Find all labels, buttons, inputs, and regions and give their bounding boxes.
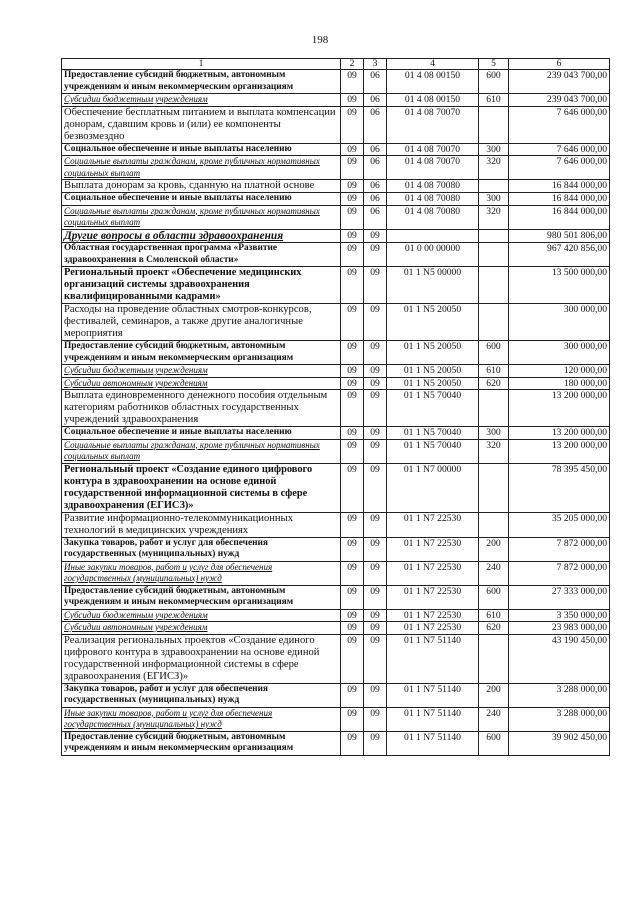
row-name-cell: Региональный проект «Обеспечение медицинских организаций системы здравоохранения квалифицированными кадрами» bbox=[62, 267, 341, 304]
subsection-code-cell: 09 bbox=[364, 390, 387, 427]
subsection-code-cell: 06 bbox=[364, 94, 387, 107]
subsection-code-cell: 06 bbox=[364, 106, 387, 143]
section-code-cell: 09 bbox=[341, 180, 364, 193]
expense-type-cell: 300 bbox=[479, 427, 509, 440]
page-number: 198 bbox=[311, 34, 329, 46]
section-code-cell: 09 bbox=[341, 537, 364, 561]
column-header: 6 bbox=[509, 59, 610, 70]
amount-cell: 23 983 000,00 bbox=[509, 622, 610, 635]
expense-type-cell bbox=[479, 106, 509, 143]
table-row bbox=[62, 365, 610, 378]
section-code-cell: 09 bbox=[341, 707, 364, 731]
subsection-code-cell: 09 bbox=[364, 341, 387, 365]
expense-type-cell: 320 bbox=[479, 205, 509, 229]
target-article-cell: 01 4 08 70070 bbox=[387, 143, 479, 156]
section-code-cell: 09 bbox=[341, 622, 364, 635]
expense-type-cell: 320 bbox=[479, 156, 509, 180]
target-article-cell bbox=[387, 229, 479, 243]
expense-type-cell: 240 bbox=[479, 561, 509, 585]
subsection-code-cell: 09 bbox=[364, 609, 387, 622]
section-code-cell: 09 bbox=[341, 439, 364, 463]
table-row bbox=[62, 229, 610, 243]
amount-cell: 13 500 000,00 bbox=[509, 267, 610, 304]
column-header: 4 bbox=[387, 59, 479, 70]
target-article-cell: 01 1 N5 70040 bbox=[387, 390, 479, 427]
target-article-cell: 01 1 N5 20050 bbox=[387, 377, 479, 390]
subsection-code-cell: 09 bbox=[364, 427, 387, 440]
amount-cell: 7 872 000,00 bbox=[509, 537, 610, 561]
table-row bbox=[62, 94, 610, 107]
row-name-cell: Субсидии бюджетным учреждениям bbox=[62, 94, 341, 107]
subsection-code-cell: 09 bbox=[364, 304, 387, 341]
subsection-code-cell: 09 bbox=[364, 512, 387, 537]
row-name-cell: Предоставление субсидий бюджетным, автономным учреждениям и иным некоммерческим организациям bbox=[62, 585, 341, 609]
subsection-code-cell: 09 bbox=[364, 683, 387, 707]
row-name-cell: Закупка товаров, работ и услуг для обеспечения государственных (муниципальных) нужд bbox=[62, 683, 341, 707]
subsection-code-cell: 09 bbox=[364, 561, 387, 585]
table-row bbox=[62, 156, 610, 180]
row-name-cell: Иные закупки товаров, работ и услуг для обеспечения государственных (муниципальных) нужд bbox=[62, 561, 341, 585]
section-code-cell: 09 bbox=[341, 365, 364, 378]
row-name-cell: Социальное обеспечение и иные выплаты населению bbox=[62, 427, 341, 440]
amount-cell: 13 200 000,00 bbox=[509, 427, 610, 440]
expense-type-cell bbox=[479, 180, 509, 193]
section-code-cell: 09 bbox=[341, 70, 364, 94]
subsection-code-cell: 09 bbox=[364, 267, 387, 304]
target-article-cell: 01 1 N7 22530 bbox=[387, 561, 479, 585]
table-row bbox=[62, 390, 610, 427]
section-code-cell: 09 bbox=[341, 267, 364, 304]
expense-type-cell: 200 bbox=[479, 683, 509, 707]
row-name-cell: Предоставление субсидий бюджетным, автономным учреждениям и иным некоммерческим организациям bbox=[62, 341, 341, 365]
table-row bbox=[62, 439, 610, 463]
target-article-cell: 01 4 08 00150 bbox=[387, 94, 479, 107]
section-code-cell: 09 bbox=[341, 94, 364, 107]
target-article-cell: 01 1 N7 51140 bbox=[387, 731, 479, 755]
target-article-cell: 01 1 N5 00000 bbox=[387, 267, 479, 304]
target-article-cell: 01 1 N7 22530 bbox=[387, 609, 479, 622]
target-article-cell: 01 1 N7 22530 bbox=[387, 622, 479, 635]
target-article-cell: 01 1 N7 22530 bbox=[387, 512, 479, 537]
section-code-cell: 09 bbox=[341, 609, 364, 622]
subsection-code-cell: 09 bbox=[364, 243, 387, 267]
row-name-cell: Субсидии бюджетным учреждениям bbox=[62, 365, 341, 378]
target-article-cell: 01 1 N5 70040 bbox=[387, 427, 479, 440]
row-name-cell: Иные закупки товаров, работ и услуг для обеспечения государственных (муниципальных) нужд bbox=[62, 707, 341, 731]
row-name-cell: Социальное обеспечение и иные выплаты населению bbox=[62, 143, 341, 156]
table-row bbox=[62, 707, 610, 731]
subsection-code-cell: 06 bbox=[364, 180, 387, 193]
row-name-cell: Социальное обеспечение и иные выплаты населению bbox=[62, 193, 341, 206]
amount-cell: 16 844 000,00 bbox=[509, 205, 610, 229]
section-code-cell: 09 bbox=[341, 205, 364, 229]
subsection-code-cell: 09 bbox=[364, 537, 387, 561]
row-name-cell: Закупка товаров, работ и услуг для обеспечения государственных (муниципальных) нужд bbox=[62, 537, 341, 561]
section-code-cell: 09 bbox=[341, 683, 364, 707]
amount-cell: 967 420 856,00 bbox=[509, 243, 610, 267]
subsection-code-cell: 06 bbox=[364, 156, 387, 180]
amount-cell: 120 000,00 bbox=[509, 365, 610, 378]
table-row bbox=[62, 304, 610, 341]
budget-table bbox=[61, 58, 610, 756]
table-row bbox=[62, 143, 610, 156]
amount-cell: 16 844 000,00 bbox=[509, 180, 610, 193]
expense-type-cell: 600 bbox=[479, 70, 509, 94]
section-code-cell: 09 bbox=[341, 243, 364, 267]
section-code-cell: 09 bbox=[341, 634, 364, 683]
section-code-cell: 09 bbox=[341, 193, 364, 206]
row-name-cell: Субсидии автономным учреждениям bbox=[62, 622, 341, 635]
row-name-cell: Социальные выплаты гражданам, кроме публичных нормативных социальных выплат bbox=[62, 205, 341, 229]
expense-type-cell bbox=[479, 512, 509, 537]
column-header: 2 bbox=[341, 59, 364, 70]
table-row bbox=[62, 731, 610, 755]
column-number-row bbox=[62, 59, 610, 70]
expense-type-cell: 620 bbox=[479, 622, 509, 635]
target-article-cell: 01 1 N7 51140 bbox=[387, 683, 479, 707]
row-name-cell: Социальные выплаты гражданам, кроме публичных нормативных социальных выплат bbox=[62, 439, 341, 463]
expense-type-cell bbox=[479, 243, 509, 267]
amount-cell: 7 646 000,00 bbox=[509, 106, 610, 143]
target-article-cell: 01 4 08 70080 bbox=[387, 180, 479, 193]
row-name-cell: Предоставление субсидий бюджетным, автономным учреждениям и иным некоммерческим организациям bbox=[62, 70, 341, 94]
table-row bbox=[62, 609, 610, 622]
expense-type-cell: 600 bbox=[479, 585, 509, 609]
table-row bbox=[62, 70, 610, 94]
expense-type-cell: 600 bbox=[479, 731, 509, 755]
table-row bbox=[62, 341, 610, 365]
row-name-cell: Региональный проект «Создание единого цифрового контура в здравоохранении на основе единой государственной информационной системы в сфере здравоохранения (ЕГИСЗ)» bbox=[62, 463, 341, 512]
target-article-cell: 01 1 N7 51140 bbox=[387, 634, 479, 683]
section-code-cell: 09 bbox=[341, 156, 364, 180]
section-code-cell: 09 bbox=[341, 463, 364, 512]
target-article-cell: 01 1 N5 20050 bbox=[387, 304, 479, 341]
section-code-cell: 09 bbox=[341, 377, 364, 390]
table-row bbox=[62, 512, 610, 537]
section-code-cell: 09 bbox=[341, 341, 364, 365]
amount-cell: 16 844 000,00 bbox=[509, 193, 610, 206]
expense-type-cell bbox=[479, 634, 509, 683]
subsection-code-cell: 06 bbox=[364, 70, 387, 94]
section-code-cell: 09 bbox=[341, 512, 364, 537]
table-row bbox=[62, 622, 610, 635]
amount-cell: 239 043 700,00 bbox=[509, 70, 610, 94]
target-article-cell: 01 1 N7 22530 bbox=[387, 537, 479, 561]
table-row bbox=[62, 377, 610, 390]
table-row bbox=[62, 585, 610, 609]
amount-cell: 13 200 000,00 bbox=[509, 390, 610, 427]
amount-cell: 7 872 000,00 bbox=[509, 561, 610, 585]
amount-cell: 3 288 000,00 bbox=[509, 707, 610, 731]
column-header: 3 bbox=[364, 59, 387, 70]
target-article-cell: 01 4 08 70070 bbox=[387, 156, 479, 180]
row-name-cell: Расходы на проведение областных смотров-конкурсов, фестивалей, семинаров, а также другие аналогичные мероприятия bbox=[62, 304, 341, 341]
expense-type-cell: 240 bbox=[479, 707, 509, 731]
subsection-code-cell: 09 bbox=[364, 634, 387, 683]
section-code-cell: 09 bbox=[341, 304, 364, 341]
subsection-code-cell: 06 bbox=[364, 193, 387, 206]
row-name-cell: Областная государственная программа «Развитие здравоохранения в Смоленской области» bbox=[62, 243, 341, 267]
target-article-cell: 01 1 N7 22530 bbox=[387, 585, 479, 609]
target-article-cell: 01 4 08 00150 bbox=[387, 70, 479, 94]
table-row bbox=[62, 205, 610, 229]
target-article-cell: 01 1 N5 70040 bbox=[387, 439, 479, 463]
table-row bbox=[62, 243, 610, 267]
amount-cell: 3 288 000,00 bbox=[509, 683, 610, 707]
amount-cell: 980 501 806,00 bbox=[509, 229, 610, 243]
expense-type-cell: 320 bbox=[479, 439, 509, 463]
amount-cell: 13 200 000,00 bbox=[509, 439, 610, 463]
target-article-cell: 01 4 08 70080 bbox=[387, 205, 479, 229]
target-article-cell: 01 1 N7 51140 bbox=[387, 707, 479, 731]
expense-type-cell: 300 bbox=[479, 143, 509, 156]
expense-type-cell bbox=[479, 463, 509, 512]
expense-type-cell bbox=[479, 304, 509, 341]
expense-type-cell: 620 bbox=[479, 377, 509, 390]
subsection-code-cell: 09 bbox=[364, 585, 387, 609]
table-row bbox=[62, 267, 610, 304]
table-body bbox=[62, 70, 610, 756]
expense-type-cell bbox=[479, 267, 509, 304]
row-name-cell: Реализация региональных проектов «Создание единого цифрового контура в здравоохранении на основе единой государственной информационной системы в сфере здравоохранения (ЕГИСЗ)» bbox=[62, 634, 341, 683]
expense-type-cell: 610 bbox=[479, 609, 509, 622]
subsection-code-cell: 09 bbox=[364, 731, 387, 755]
subsection-code-cell: 09 bbox=[364, 229, 387, 243]
amount-cell: 239 043 700,00 bbox=[509, 94, 610, 107]
amount-cell: 7 646 000,00 bbox=[509, 156, 610, 180]
section-code-cell: 09 bbox=[341, 561, 364, 585]
amount-cell: 78 395 450,00 bbox=[509, 463, 610, 512]
target-article-cell: 01 1 N7 00000 bbox=[387, 463, 479, 512]
subsection-code-cell: 06 bbox=[364, 205, 387, 229]
column-header: 1 bbox=[62, 59, 341, 70]
table-row bbox=[62, 427, 610, 440]
amount-cell: 300 000,00 bbox=[509, 341, 610, 365]
amount-cell: 27 333 000,00 bbox=[509, 585, 610, 609]
subsection-code-cell: 09 bbox=[364, 707, 387, 731]
table-row bbox=[62, 106, 610, 143]
row-name-cell: Обеспечение бесплатным питанием и выплата компенсации донорам, сдавшим кровь и (или) ее компоненты безвозмездно bbox=[62, 106, 341, 143]
expense-type-cell bbox=[479, 390, 509, 427]
table-row bbox=[62, 537, 610, 561]
target-article-cell: 01 1 N5 20050 bbox=[387, 341, 479, 365]
subsection-code-cell: 09 bbox=[364, 463, 387, 512]
column-header: 5 bbox=[479, 59, 509, 70]
expense-type-cell: 610 bbox=[479, 94, 509, 107]
row-name-cell: Предоставление субсидий бюджетным, автономным учреждениям и иным некоммерческим организациям bbox=[62, 731, 341, 755]
row-name-cell: Выплата единовременного денежного пособия отдельным категориям работников областных государственных учреждений здравоохранения bbox=[62, 390, 341, 427]
amount-cell: 39 902 450,00 bbox=[509, 731, 610, 755]
section-code-cell: 09 bbox=[341, 143, 364, 156]
section-code-cell: 09 bbox=[341, 731, 364, 755]
amount-cell: 300 000,00 bbox=[509, 304, 610, 341]
row-name-cell: Социальные выплаты гражданам, кроме публичных нормативных социальных выплат bbox=[62, 156, 341, 180]
section-code-cell: 09 bbox=[341, 427, 364, 440]
amount-cell: 35 205 000,00 bbox=[509, 512, 610, 537]
amount-cell: 3 350 000,00 bbox=[509, 609, 610, 622]
row-name-cell: Субсидии бюджетным учреждениям bbox=[62, 609, 341, 622]
section-code-cell: 09 bbox=[341, 229, 364, 243]
table-row bbox=[62, 683, 610, 707]
row-name-cell: Выплата донорам за кровь, сданную на платной основе bbox=[62, 180, 341, 193]
target-article-cell: 01 1 N5 20050 bbox=[387, 365, 479, 378]
expense-type-cell: 600 bbox=[479, 341, 509, 365]
expense-type-cell: 200 bbox=[479, 537, 509, 561]
subsection-code-cell: 09 bbox=[364, 622, 387, 635]
row-name-cell: Развитие информационно-телекоммуникационных технологий в медицинских учреждениях bbox=[62, 512, 341, 537]
row-name-cell: Субсидии автономным учреждениям bbox=[62, 377, 341, 390]
expense-type-cell bbox=[479, 229, 509, 243]
target-article-cell: 01 0 00 00000 bbox=[387, 243, 479, 267]
table-row bbox=[62, 634, 610, 683]
expense-type-cell: 610 bbox=[479, 365, 509, 378]
subsection-code-cell: 06 bbox=[364, 143, 387, 156]
table-row bbox=[62, 463, 610, 512]
subsection-code-cell: 09 bbox=[364, 377, 387, 390]
section-code-cell: 09 bbox=[341, 585, 364, 609]
amount-cell: 43 190 450,00 bbox=[509, 634, 610, 683]
table-row bbox=[62, 561, 610, 585]
amount-cell: 7 646 000,00 bbox=[509, 143, 610, 156]
section-code-cell: 09 bbox=[341, 390, 364, 427]
target-article-cell: 01 4 08 70080 bbox=[387, 193, 479, 206]
target-article-cell: 01 4 08 70070 bbox=[387, 106, 479, 143]
amount-cell: 180 000,00 bbox=[509, 377, 610, 390]
expense-type-cell: 300 bbox=[479, 193, 509, 206]
section-code-cell: 09 bbox=[341, 106, 364, 143]
row-name-cell: Другие вопросы в области здравоохранения bbox=[62, 229, 341, 243]
table-row bbox=[62, 180, 610, 193]
subsection-code-cell: 09 bbox=[364, 365, 387, 378]
subsection-code-cell: 09 bbox=[364, 439, 387, 463]
table-row bbox=[62, 193, 610, 206]
